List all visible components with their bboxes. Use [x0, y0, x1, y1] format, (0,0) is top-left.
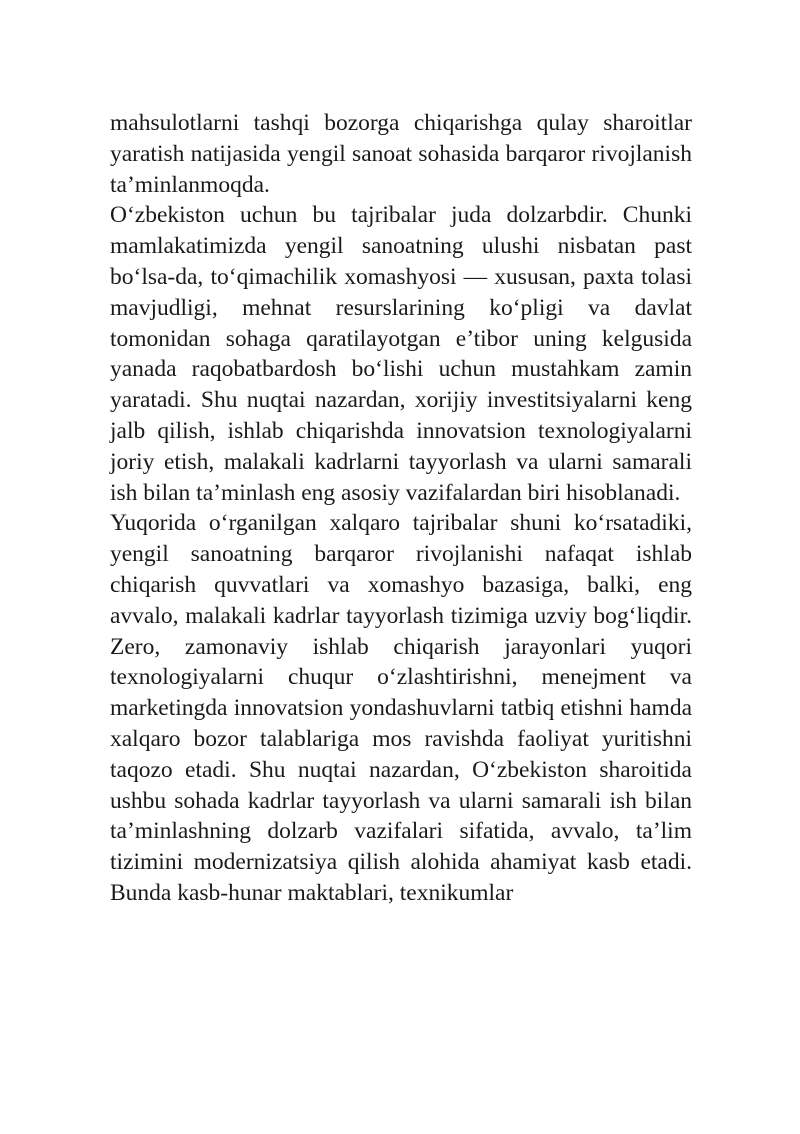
paragraph-2: O‘zbekiston uchun bu tajribalar juda dolzarbdir. Chunki mamlakatimizda yengil sanoatning ulushi nisbatan past bo‘lsa-da, to‘qimachilik xomashyosi — xususan, paxta tolasi mavjudligi, mehnat resurslarining ko‘pligi va davlat tomonidan sohaga qaratilayotgan e’tibor uning kelgusida yanada raqobatbardosh bo‘lishi uchun mustahkam zamin yaratadi. Shu nuqtai nazardan, xorijiy investitsiyalarni keng jalb qilish, ishlab chiqarishda innovatsion texnologiyalarni joriy etish, malakali kadrlarni tayyorlash va ularni samarali ish bilan ta’minlash eng asosiy vazifalardan biri hisoblanadi.: [110, 202, 692, 506]
document-page: [110, 108, 692, 909]
paragraph-3: Yuqorida o‘rganilgan xalqaro tajribalar shuni ko‘rsatadiki, yengil sanoatning barqaror rivojlanishi nafaqat ishlab chiqarish quvvatlari va xomashyo bazasiga, balki, eng avvalo, malakali kadrlar tayyorlash tizimiga uzviy bog‘liqdir. Zero, zamonaviy ishlab chiqarish jarayonlari yuqori texnologiyalarni chuqur o‘zlashtirishni, menejment va marketingda innovatsion yondashuvlarni tatbiq etishni hamda xalqaro bozor talablariga mos ravishda faoliyat yuritishni taqozo etadi. Shu nuqtai nazardan, O‘zbekiston sharoitida ushbu sohada kadrlar tayyorlash va ularni samarali ish bilan ta’minlashning dolzarb vazifalari sifatida, avvalo, ta’lim tizimini modernizatsiya qilish alohida ahamiyat kasb etadi. Bunda kasb-hunar maktablari, texnikumlar: [110, 510, 692, 906]
paragraph-1: mahsulotlarni tashqi bozorga chiqarishga qulay sharoitlar yaratish natijasida yengil sanoat sohasida barqaror rivojlanish ta’minlanmoqda.: [110, 110, 692, 198]
